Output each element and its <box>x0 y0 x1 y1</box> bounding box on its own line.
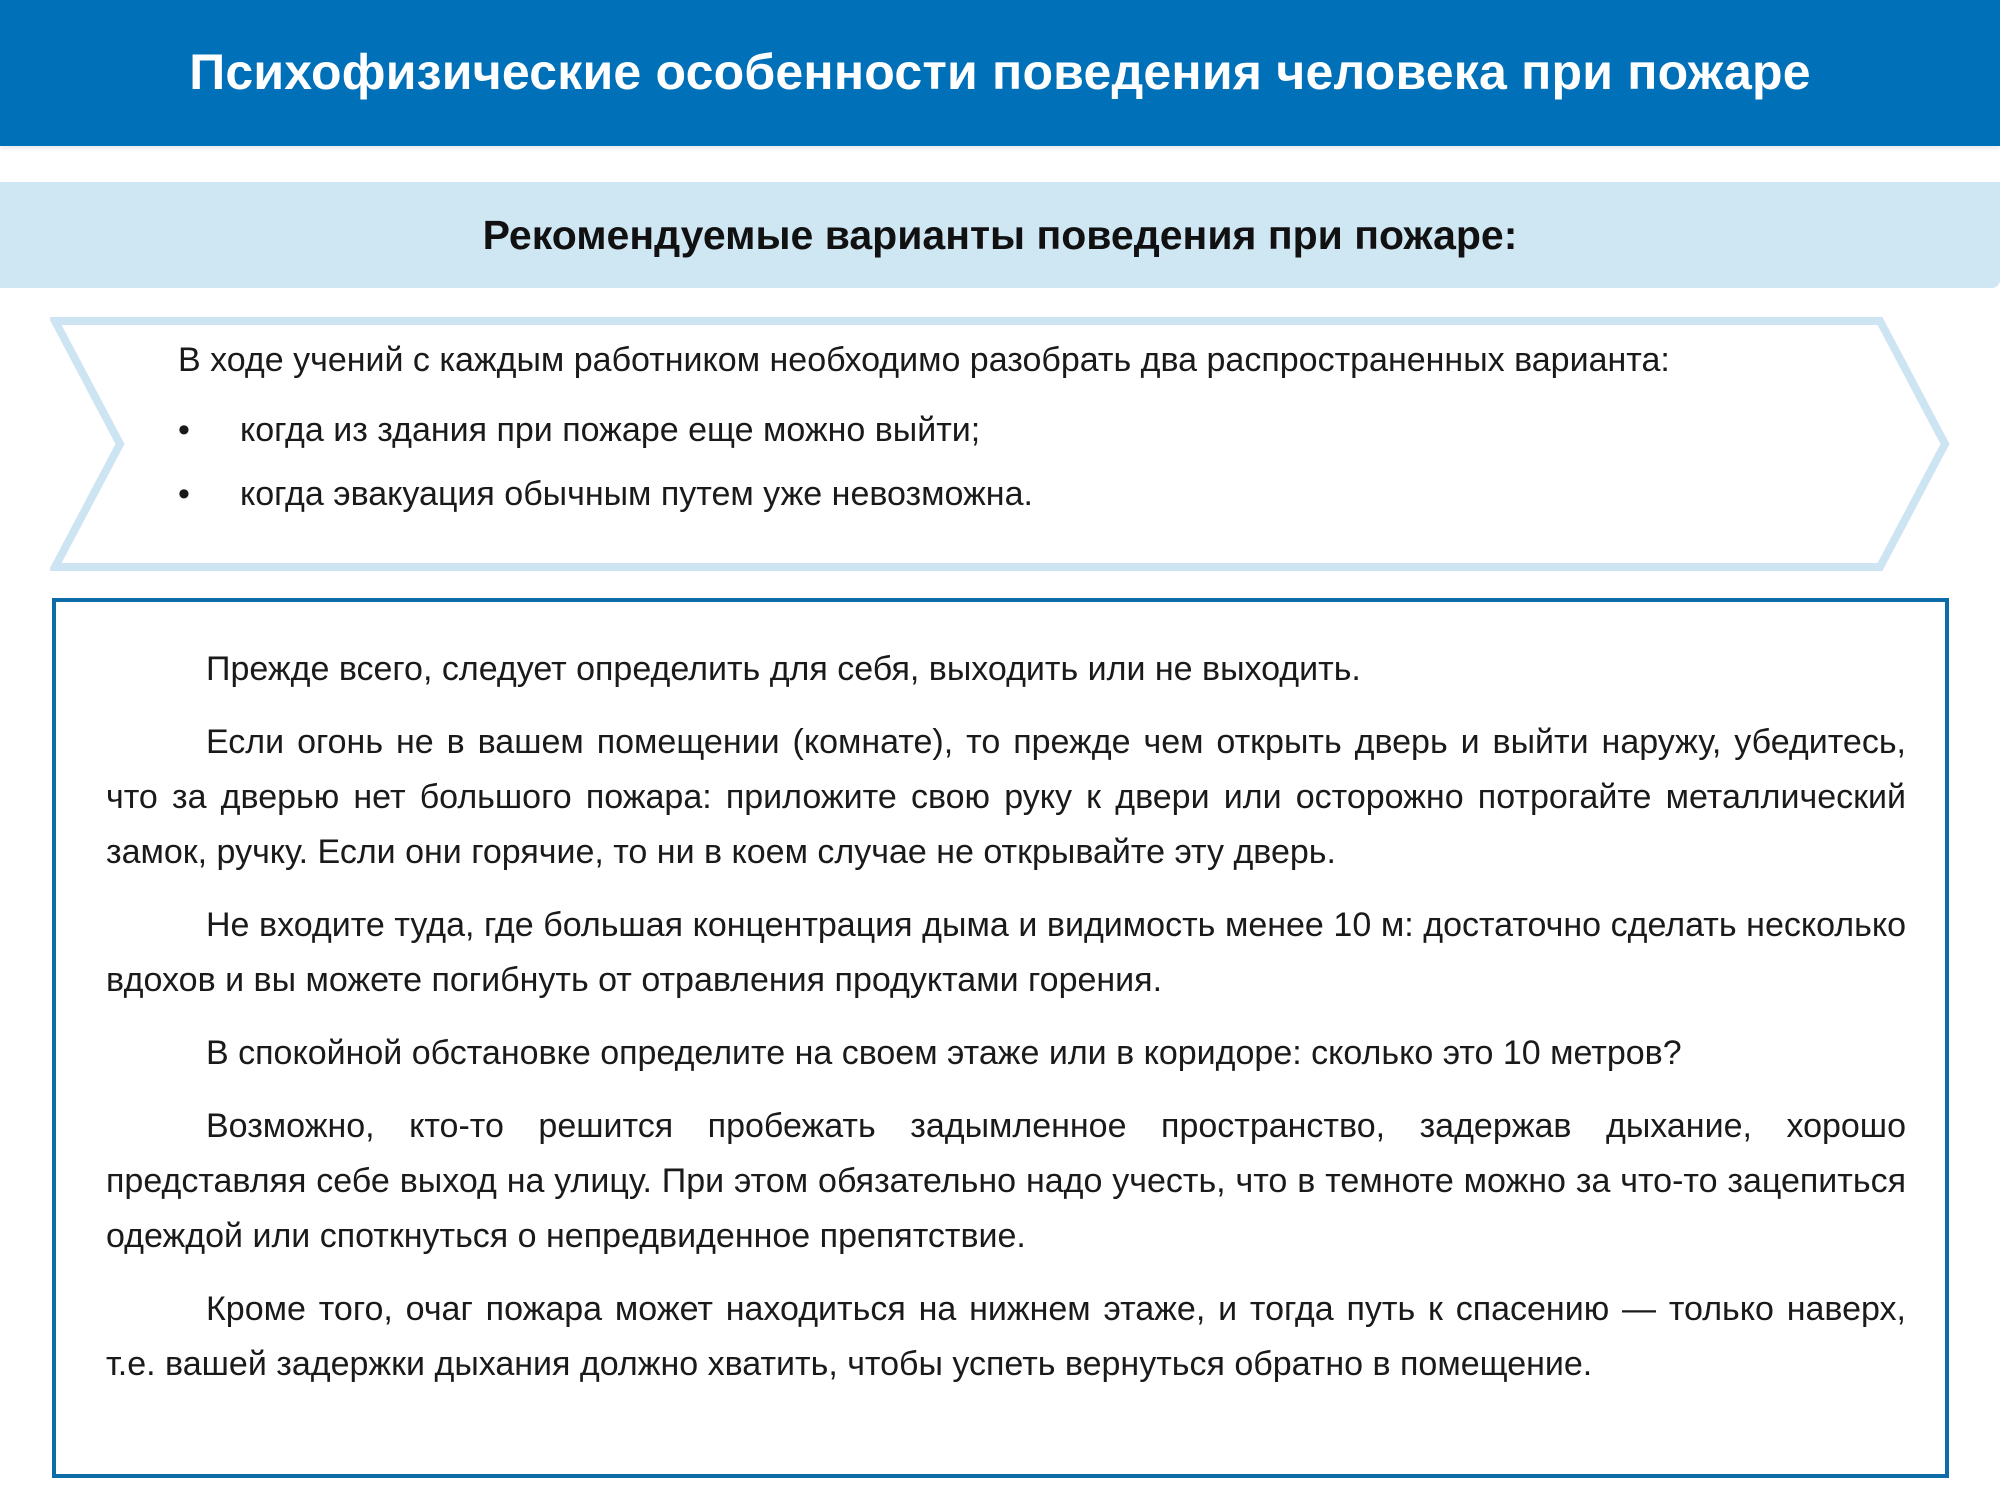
paragraph: Не входите туда, где большая концентрация дыма и видимость менее 10 м: достаточно сделать несколько вдохов и вы можете погибнуть от отравления продуктами горения. <box>106 906 1906 999</box>
chevron-callout <box>50 316 1950 572</box>
bullet-text: когда эвакуация обычным путем уже невозможна. <box>240 475 1033 513</box>
bullet-text: когда из здания при пожаре еще можно выйти; <box>240 411 981 449</box>
chevron-content <box>178 336 1878 534</box>
bullet-list <box>178 406 1878 518</box>
section-heading: Рекомендуемые варианты поведения при пожаре: <box>482 211 1518 258</box>
main-content <box>106 642 1906 1410</box>
chevron-intro: В ходе учений с каждым работником необходимо разобрать два распространенных варианта: <box>178 341 1670 379</box>
subtitle-bar <box>0 182 2000 288</box>
paragraph: В спокойной обстановке определите на своем этаже или в коридоре: сколько это 10 метров? <box>206 1034 1682 1072</box>
paragraph: Возможно, кто-то решится пробежать задымленное пространство, задержав дыхание, хорошо представляя себе выход на улицу. При этом обязательно надо учесть, что в темноте можно за что-то зацепиться одеждой или споткнуться о непредвиденное препятствие. <box>106 1107 1906 1255</box>
bullet-icon: • <box>178 475 190 513</box>
title-bar <box>0 0 2000 146</box>
paragraph: Кроме того, очаг пожара может находиться на нижнем этаже, и тогда путь к спасению — только наверх, т.е. вашей задержки дыхания должно хватить, чтобы успеть вернуться обратно в помещение. <box>106 1290 1906 1383</box>
main-text-box <box>52 598 1949 1478</box>
paragraph: Прежде всего, следует определить для себя, выходить или не выходить. <box>206 650 1361 688</box>
paragraph: Если огонь не в вашем помещении (комнате), то прежде чем открыть дверь и выйти наружу, убедитесь, что за дверью нет большого пожара: приложите свою руку к двери или осторожно потрогайте металлический замок, ручку. Если они горячие, то ни в коем случае не открывайте эту дверь. <box>106 723 1906 871</box>
page-title: Психофизические особенности поведения человека при пожаре <box>189 44 1811 100</box>
list-item <box>178 470 1878 518</box>
list-item <box>178 406 1878 454</box>
bullet-icon: • <box>178 411 190 449</box>
